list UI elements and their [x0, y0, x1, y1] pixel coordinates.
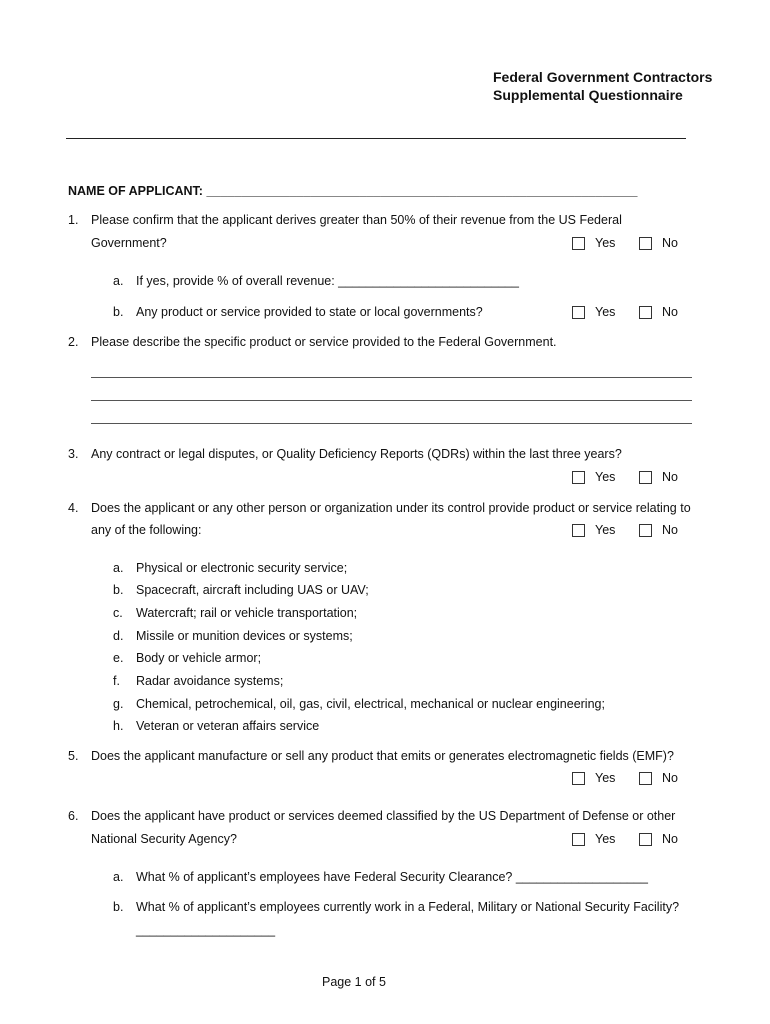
- q4-number: 4.: [68, 501, 79, 515]
- q1a-label: a.: [113, 274, 124, 288]
- q4-item-label: f.: [113, 674, 120, 688]
- q4-item-label: e.: [113, 651, 124, 665]
- q4-item-label: h.: [113, 719, 124, 733]
- q6-number: 6.: [68, 809, 79, 823]
- q4-yes-label: Yes: [595, 523, 616, 537]
- q6-yes-label: Yes: [595, 832, 616, 846]
- q4-item-label: a.: [113, 561, 124, 575]
- q3-no-option[interactable]: [639, 470, 678, 484]
- q1b-yes-label: Yes: [595, 305, 616, 319]
- q5-number: 5.: [68, 749, 79, 763]
- q5-yes-label: Yes: [595, 771, 616, 785]
- q3-text: Any contract or legal disputes, or Quality Deficiency Reports (QDRs) within the last three years?: [91, 447, 622, 461]
- q3-yes-option[interactable]: [572, 470, 615, 484]
- q1-yes-option[interactable]: [572, 236, 615, 250]
- q1-yes-label: Yes: [595, 236, 616, 250]
- q6b-text: What % of applicant’s employees currently work in a Federal, Military or National Security Facility?: [136, 900, 680, 914]
- q4-item-label: d.: [113, 629, 124, 643]
- q1-text-line-2: Government?: [91, 236, 167, 250]
- q1b-label: b.: [113, 305, 124, 319]
- q4-item-text: Veteran or veteran affairs service: [136, 719, 320, 733]
- q4-item-label: b.: [113, 583, 124, 597]
- q4-no-label: No: [662, 523, 678, 537]
- q4-text-line-2: any of the following:: [91, 523, 202, 537]
- q6b-answer-field[interactable]: ____________________: [136, 923, 276, 937]
- q5-yes-checkbox[interactable]: [572, 772, 585, 785]
- q4-item-text: Radar avoidance systems;: [136, 674, 284, 688]
- q4-item-text: Watercraft; rail or vehicle transportation;: [136, 606, 358, 620]
- q2-number: 2.: [68, 335, 79, 349]
- q6b-label: b.: [113, 900, 124, 914]
- q5-yes-option[interactable]: [572, 771, 615, 785]
- q1-text-line-1: Please confirm that the applicant derives greater than 50% of their revenue from the US Federal: [91, 213, 622, 227]
- q1-number: 1.: [68, 213, 79, 227]
- q2-text: Please describe the specific product or service provided to the Federal Government.: [91, 335, 557, 349]
- q1-no-option[interactable]: [639, 236, 678, 250]
- form-title-line-2: Supplemental Questionnaire: [493, 87, 683, 103]
- q4-item-label: g.: [113, 697, 124, 711]
- q1b-text: Any product or service provided to state or local governments?: [136, 305, 483, 319]
- q6-no-label: No: [662, 832, 678, 846]
- q5-no-option[interactable]: [639, 771, 678, 785]
- q4-yes-option[interactable]: [572, 523, 615, 537]
- q4-item-text: Chemical, petrochemical, oil, gas, civil, electrical, mechanical or nuclear engineering;: [136, 697, 605, 711]
- q6-yes-checkbox[interactable]: [572, 833, 585, 846]
- q1-yes-checkbox[interactable]: [572, 237, 585, 250]
- q6-no-option[interactable]: [639, 832, 678, 846]
- q1b-yes-checkbox[interactable]: [572, 306, 585, 319]
- header-divider: [66, 138, 686, 139]
- q1b-no-checkbox[interactable]: [639, 306, 652, 319]
- q4-no-checkbox[interactable]: [639, 524, 652, 537]
- q2-answer-line-3[interactable]: [91, 423, 692, 424]
- q3-no-label: No: [662, 470, 678, 484]
- q4-no-option[interactable]: [639, 523, 678, 537]
- q4-item-label: c.: [113, 606, 123, 620]
- q6a-clearance-field[interactable]: What % of applicant’s employees have Federal Security Clearance? ___________________: [136, 870, 648, 884]
- q4-text-line-1: Does the applicant or any other person or organization under its control provide product or service relating to: [91, 501, 691, 515]
- q5-no-checkbox[interactable]: [639, 772, 652, 785]
- q2-answer-line-1[interactable]: [91, 377, 692, 378]
- q6-text-line-1: Does the applicant have product or services deemed classified by the US Department of Defense or other: [91, 809, 676, 823]
- q1-no-label: No: [662, 236, 678, 250]
- q4-yes-checkbox[interactable]: [572, 524, 585, 537]
- q3-number: 3.: [68, 447, 79, 461]
- q4-item-text: Body or vehicle armor;: [136, 651, 262, 665]
- q1b-yes-option[interactable]: [572, 305, 615, 319]
- q6a-label: a.: [113, 870, 124, 884]
- q2-answer-line-2[interactable]: [91, 400, 692, 401]
- applicant-name-label: NAME OF APPLICANT:: [68, 184, 203, 198]
- q1b-no-label: No: [662, 305, 678, 319]
- q4-item-text: Spacecraft, aircraft including UAS or UAV;: [136, 583, 369, 597]
- q1-no-checkbox[interactable]: [639, 237, 652, 250]
- q4-item-text: Missile or munition devices or systems;: [136, 629, 353, 643]
- q1a-revenue-field[interactable]: If yes, provide % of overall revenue: __________________________: [136, 274, 519, 288]
- page-number: Page 1 of 5: [322, 975, 386, 989]
- q6-text-line-2: National Security Agency?: [91, 832, 237, 846]
- form-title-line-1: Federal Government Contractors: [493, 69, 713, 85]
- q4-item-text: Physical or electronic security service;: [136, 561, 348, 575]
- q1b-no-option[interactable]: [639, 305, 678, 319]
- q3-yes-checkbox[interactable]: [572, 471, 585, 484]
- q5-text: Does the applicant manufacture or sell any product that emits or generates electromagnetic fields (EMF)?: [91, 749, 674, 763]
- q3-no-checkbox[interactable]: [639, 471, 652, 484]
- q3-yes-label: Yes: [595, 470, 616, 484]
- applicant-name-field[interactable]: ______________________________________________________________: [206, 184, 638, 198]
- applicant-name-row: [68, 184, 637, 198]
- q6-yes-option[interactable]: [572, 832, 615, 846]
- q6-no-checkbox[interactable]: [639, 833, 652, 846]
- q5-no-label: No: [662, 771, 678, 785]
